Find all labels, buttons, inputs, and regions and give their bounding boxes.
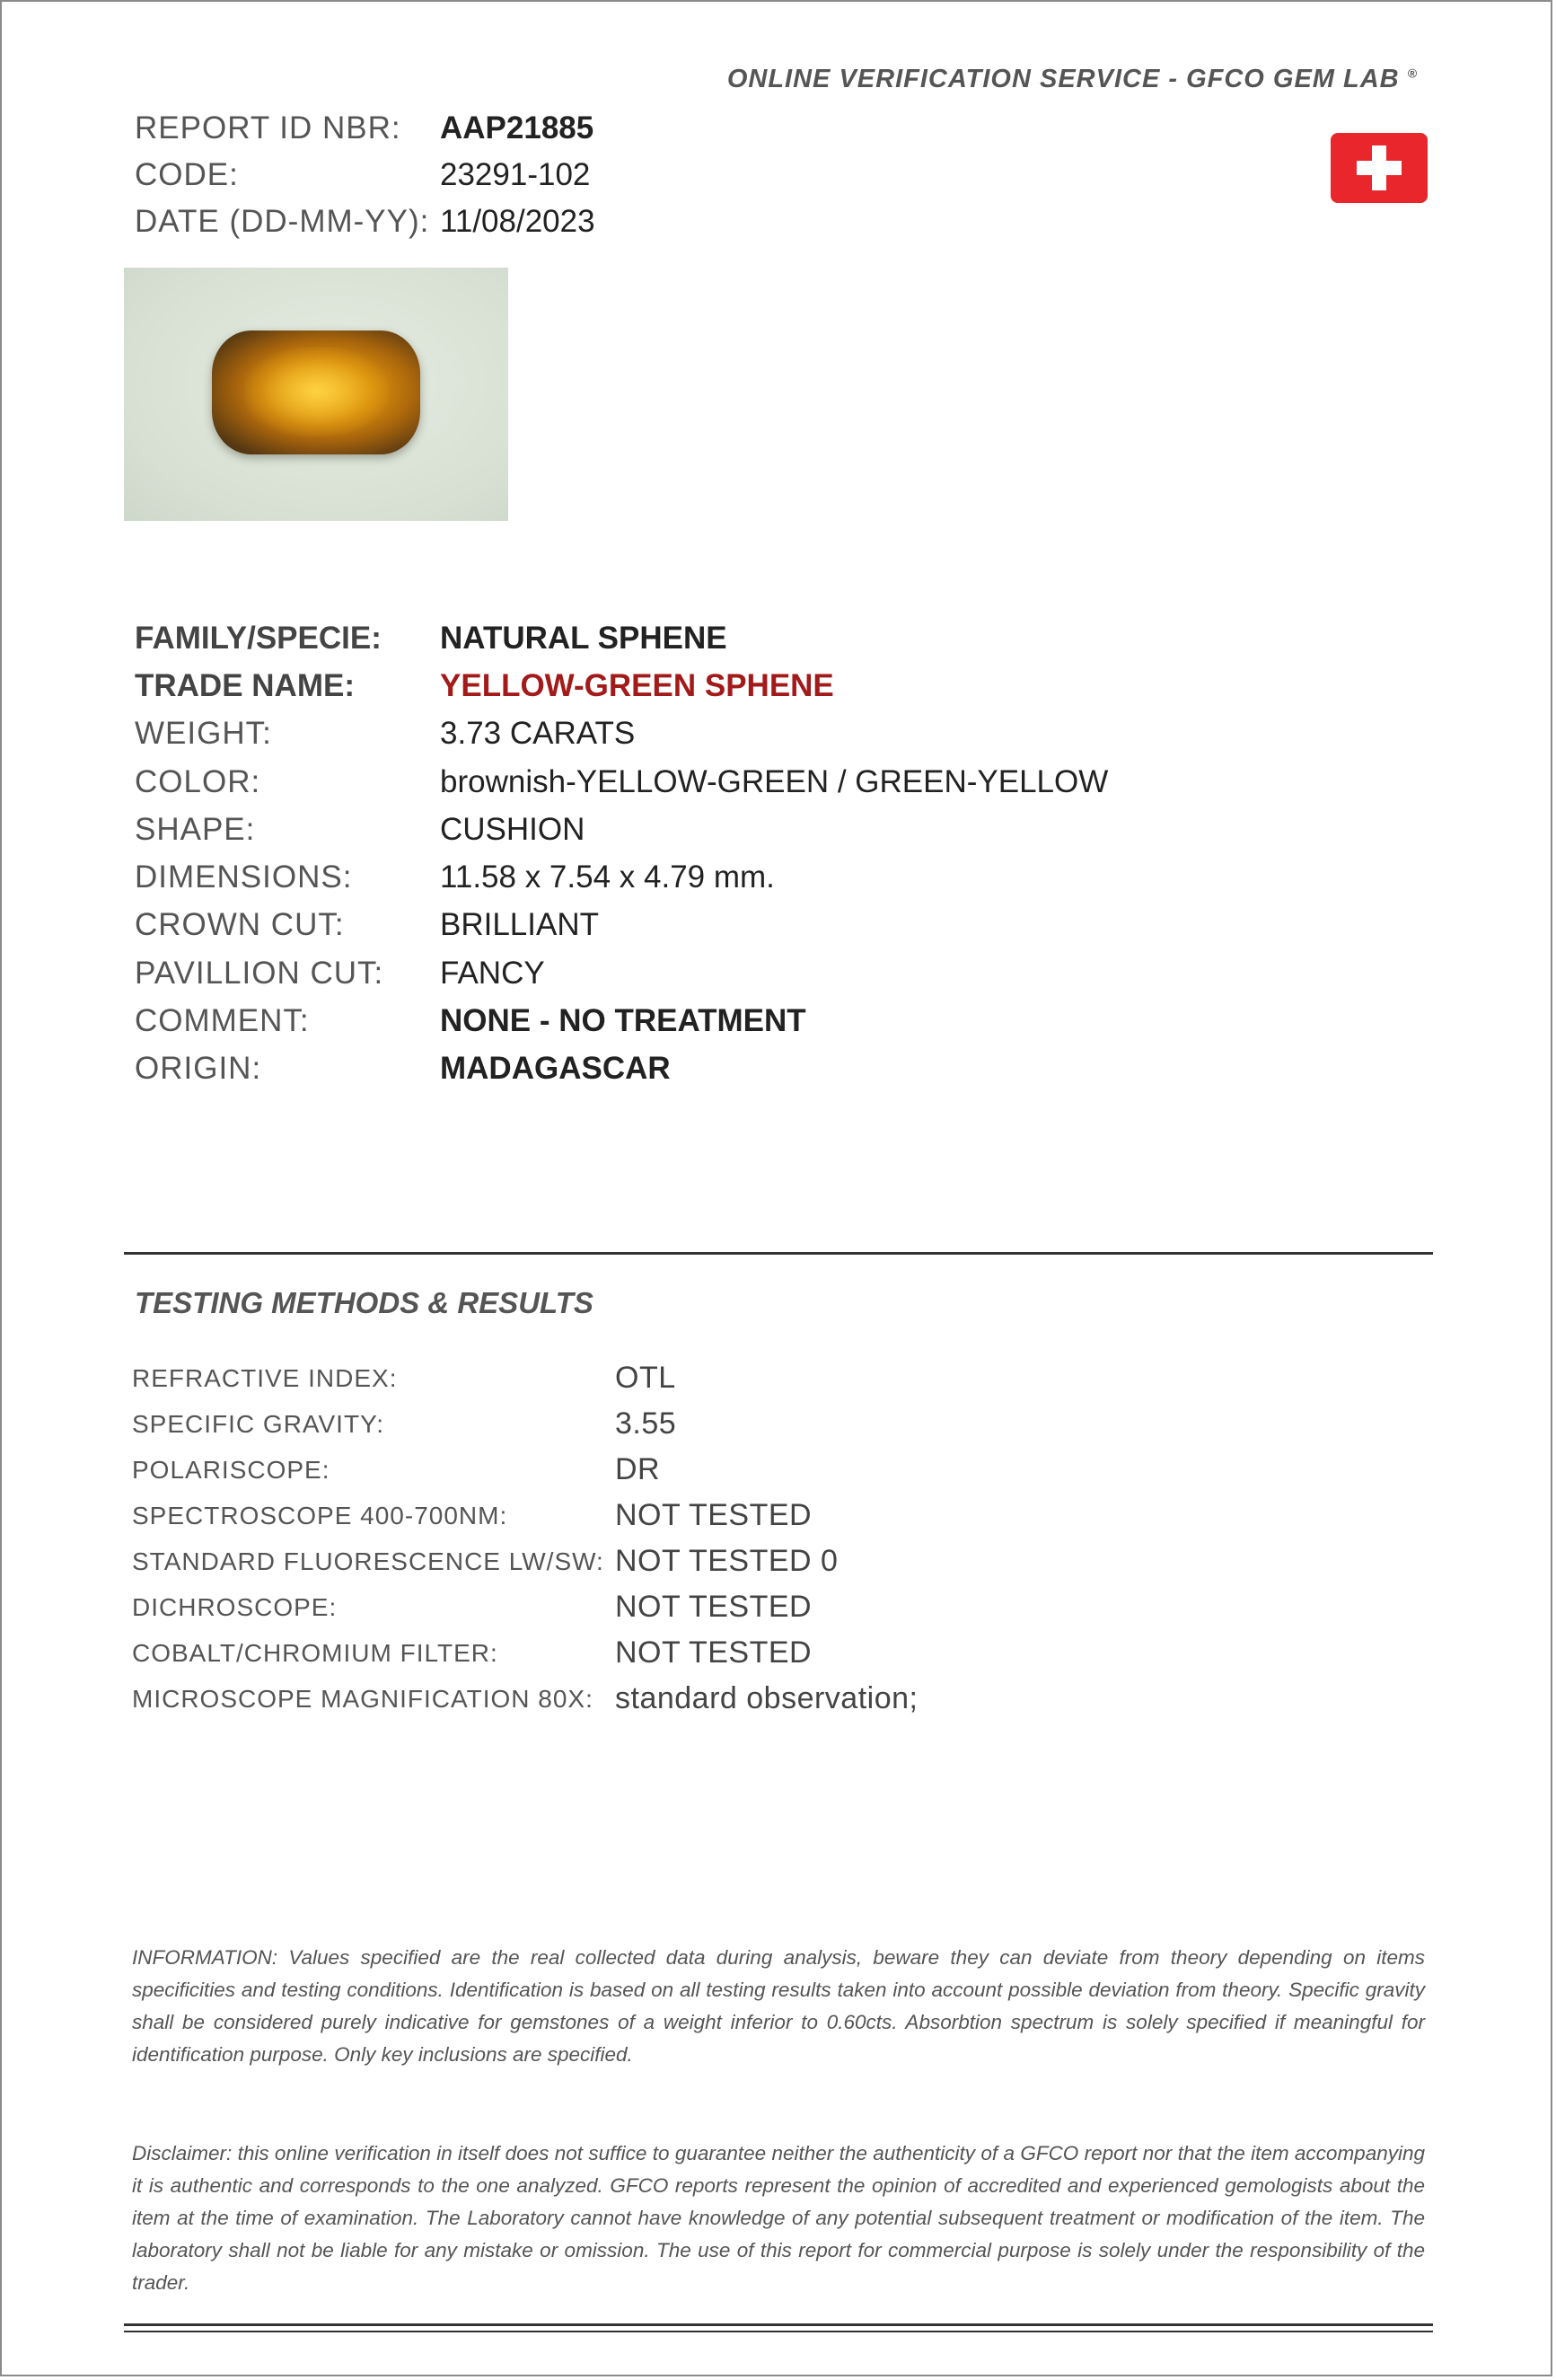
- test-label: MICROSCOPE MAGNIFICATION 80X:: [132, 1684, 593, 1713]
- test-row: [132, 1630, 918, 1676]
- test-value: DR: [615, 1452, 661, 1486]
- property-row-color: [135, 758, 1108, 806]
- test-label: STANDARD FLUORESCENCE LW/SW:: [132, 1547, 604, 1575]
- property-row-weight: [135, 710, 1108, 758]
- property-value: brownish-YELLOW-GREEN / GREEN-YELLOW: [440, 763, 1109, 799]
- section-divider: [124, 1252, 1433, 1255]
- gemstone-photo: [124, 268, 508, 521]
- property-value: NATURAL SPHENE: [440, 620, 727, 656]
- property-value: CUSHION: [440, 811, 585, 847]
- test-row: [132, 1676, 918, 1722]
- property-value: 11.58 x 7.54 x 4.79 mm.: [440, 859, 775, 895]
- gemstone-image: [212, 331, 420, 454]
- report-id-label: REPORT ID NBR:: [135, 110, 401, 145]
- code-value: 23291-102: [440, 157, 591, 192]
- test-row: [132, 1447, 918, 1493]
- test-value: NOT TESTED: [615, 1498, 813, 1532]
- test-label: DICHROSCOPE:: [132, 1592, 338, 1621]
- property-value: BRILLIANT: [440, 907, 599, 943]
- testing-section-title: TESTING METHODS & RESULTS: [135, 1286, 593, 1319]
- test-row: [132, 1401, 918, 1447]
- service-header: [727, 65, 1418, 94]
- test-label: SPECIFIC GRAVITY:: [132, 1409, 384, 1438]
- test-value: 3.55: [615, 1406, 677, 1441]
- property-label: PAVILLION CUT:: [135, 955, 384, 991]
- property-label: COMMENT:: [135, 1003, 310, 1039]
- property-label: TRADE NAME:: [135, 667, 355, 703]
- property-label: DIMENSIONS:: [135, 859, 353, 895]
- property-label: CROWN CUT:: [135, 907, 345, 943]
- information-paragraph: INFORMATION: Values specified are the real collected data during analysis, beware they can deviate from theory depending on items specificities and testing conditions. Identification is based on all testing results taken into account possible deviation from theory. Specific gravity shall be considered purely indicative for gemstones of a weight inferior to 0.60cts. Absorbtion spectrum is solely specified if meaningful for identification purpose. Only key inclusions are specified.: [132, 1946, 1425, 2066]
- property-label: ORIGIN:: [135, 1051, 262, 1087]
- report-identification: [135, 105, 595, 245]
- test-row: [132, 1493, 918, 1538]
- service-header-text: ONLINE VERIFICATION SERVICE - GFCO GEM LAB: [726, 65, 1400, 93]
- property-row-trade-name: [135, 662, 1108, 710]
- footer-divider-second: [124, 2331, 1433, 2332]
- test-row: [132, 1584, 918, 1630]
- property-row-origin: [135, 1045, 1108, 1093]
- property-value: MADAGASCAR: [440, 1051, 671, 1087]
- report-id-row: [135, 105, 595, 152]
- test-row: [132, 1538, 918, 1584]
- property-row-pavillion-cut: [135, 949, 1108, 997]
- disclaimer-paragraph: Disclaimer: this online verification in itself does not suffice to guarantee neither the authenticity of a GFCO report nor that the item accompanying it is authentic and corresponds to the one analyzed. GFCO reports represent the opinion of accredited and experienced gemologists about the item at the time of examination. The Laboratory cannot have knowledge of any potential subsequent treatment or modification of the item. The laboratory shall not be liable for any mistake or omission. The use of this report for commercial purpose is solely under the responsibility of the trader.: [132, 2142, 1425, 2294]
- property-row-family: [135, 614, 1108, 662]
- test-label: SPECTROSCOPE 400-700NM:: [132, 1501, 508, 1529]
- property-value: 3.73 CARATS: [440, 716, 636, 752]
- property-label: COLOR:: [135, 763, 261, 799]
- test-value: NOT TESTED: [615, 1635, 813, 1670]
- property-row-comment: [135, 997, 1108, 1045]
- property-value: FANCY: [440, 955, 545, 991]
- footer-divider: [124, 2323, 1433, 2326]
- registered-mark: ®: [1407, 66, 1418, 81]
- test-row: [132, 1355, 918, 1401]
- test-value: NOT TESTED 0: [615, 1544, 839, 1578]
- code-row: [135, 152, 595, 198]
- gem-properties: [135, 614, 1108, 1093]
- testing-results: [132, 1355, 918, 1722]
- date-value: 11/08/2023: [440, 204, 595, 239]
- trade-name-value: YELLOW-GREEN SPHENE: [440, 667, 834, 703]
- test-value: NOT TESTED: [615, 1590, 813, 1624]
- swiss-flag-icon: [1331, 133, 1428, 203]
- property-row-shape: [135, 806, 1108, 853]
- property-value: NONE - NO TREATMENT: [440, 1003, 806, 1039]
- property-label: FAMILY/SPECIE:: [135, 620, 382, 656]
- property-label: SHAPE:: [135, 811, 256, 847]
- test-value: standard observation;: [615, 1681, 919, 1715]
- test-label: REFRACTIVE INDEX:: [132, 1363, 398, 1392]
- report-id-value: AAP21885: [440, 110, 594, 145]
- property-row-crown-cut: [135, 902, 1108, 949]
- property-label: WEIGHT:: [135, 716, 272, 752]
- property-row-dimensions: [135, 853, 1108, 901]
- test-value: OTL: [615, 1361, 676, 1395]
- test-label: COBALT/CHROMIUM FILTER:: [132, 1638, 498, 1667]
- test-label: POLARISCOPE:: [132, 1455, 330, 1484]
- date-row: [135, 198, 595, 245]
- code-label: CODE:: [135, 157, 239, 192]
- date-label: DATE (DD-MM-YY):: [135, 204, 430, 239]
